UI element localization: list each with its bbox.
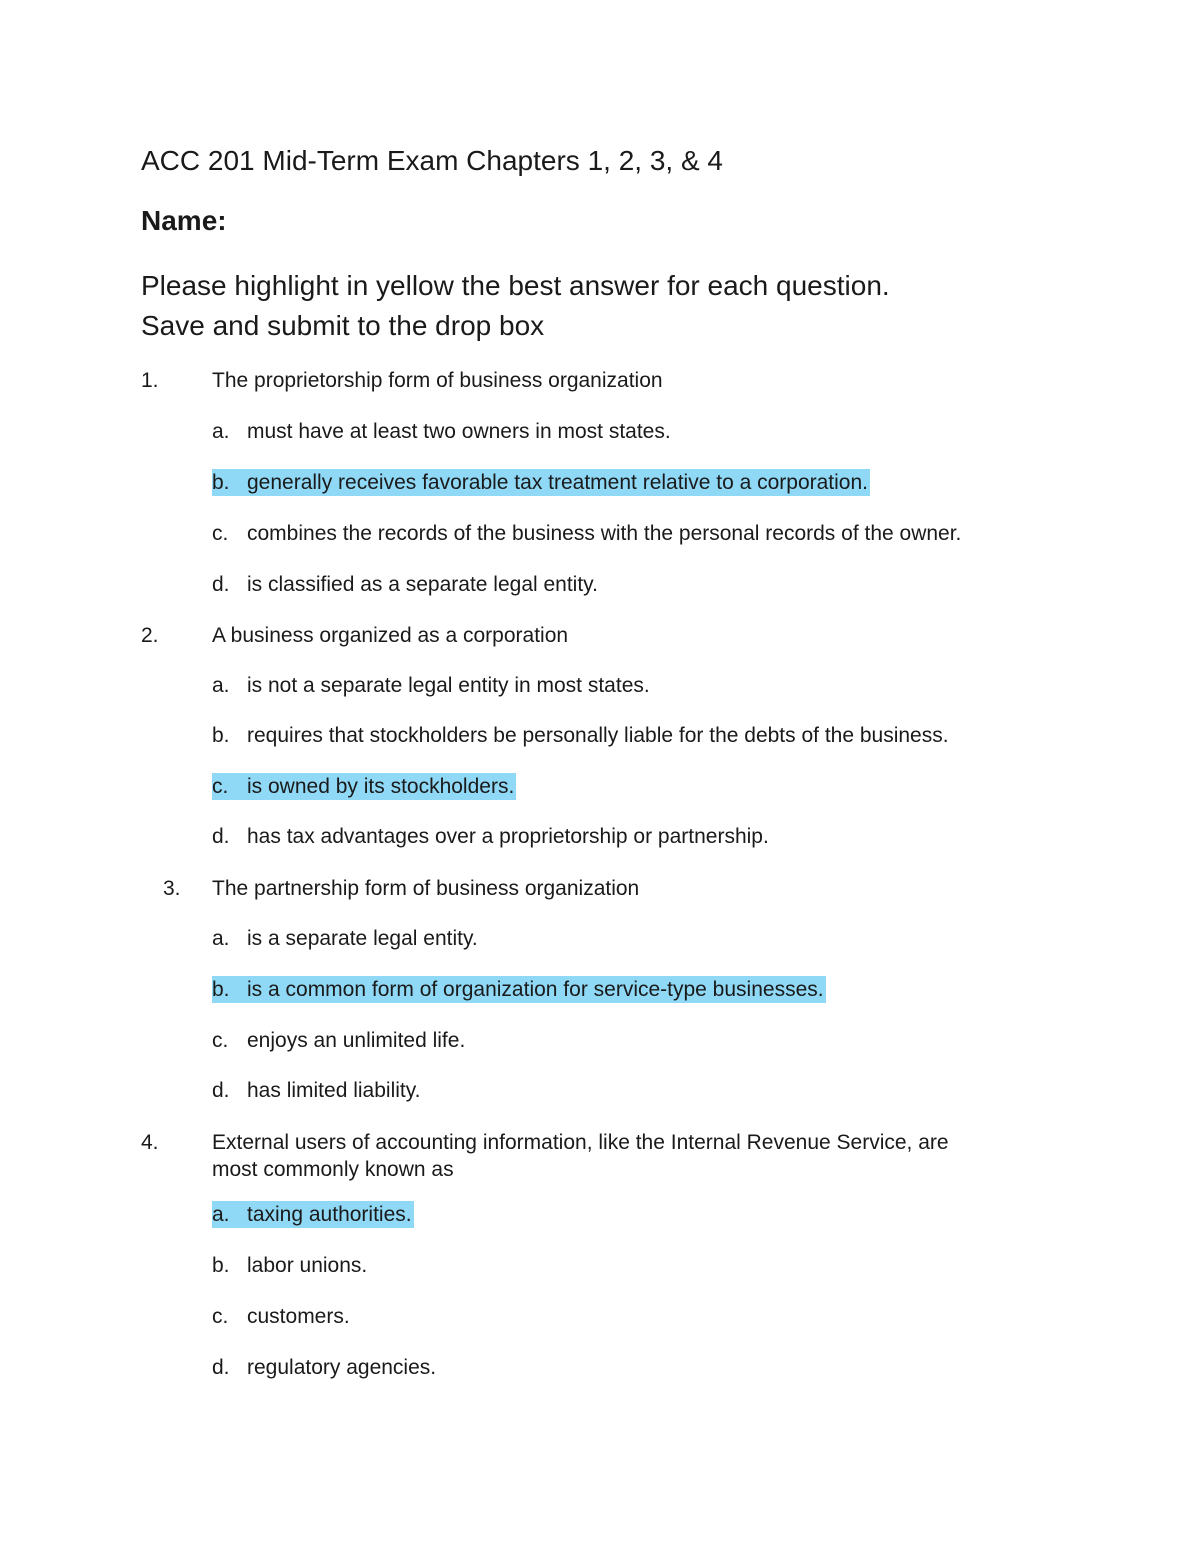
option-letter: a. (212, 1203, 230, 1226)
instruction-line-2: Save and submit to the drop box (141, 310, 545, 341)
option-letter: a. (212, 927, 230, 950)
option-text: is classified as a separate legal entity. (247, 573, 598, 596)
question-number: 2. (141, 624, 159, 647)
option-text: labor unions. (247, 1254, 368, 1277)
option-2c (212, 774, 516, 800)
option-letter: c. (212, 1029, 229, 1052)
option-text: requires that stockholders be personally liable for the debts of the business. (247, 724, 949, 747)
answer-highlight (212, 773, 516, 800)
option-2b (212, 723, 949, 749)
option-3c (212, 1028, 465, 1054)
option-letter: b. (212, 1254, 230, 1277)
instruction-line-1: Please highlight in yellow the best answer for each question. (141, 270, 890, 301)
question-number: 1. (141, 369, 159, 392)
option-4b (212, 1253, 367, 1279)
option-letter: b. (212, 724, 230, 747)
option-letter: d. (212, 825, 230, 848)
option-text: customers. (247, 1305, 350, 1328)
option-4a (212, 1202, 414, 1228)
option-text: generally receives favorable tax treatment relative to a corporation. (247, 471, 868, 494)
option-text: has limited liability. (247, 1079, 421, 1102)
page-title: ACC 201 Mid-Term Exam Chapters 1, 2, 3, & 4 (141, 145, 723, 176)
option-letter: b. (212, 471, 230, 494)
option-text: regulatory agencies. (247, 1356, 437, 1379)
name-label: Name: (141, 205, 227, 236)
option-letter: d. (212, 1079, 230, 1102)
option-letter: b. (212, 978, 230, 1001)
option-text: is a common form of organization for service-type businesses. (247, 978, 824, 1001)
answer-highlight (212, 1201, 414, 1228)
option-letter: d. (212, 1356, 230, 1379)
option-3a (212, 926, 478, 952)
option-letter: a. (212, 420, 230, 443)
question-text: The proprietorship form of business organization (212, 369, 663, 392)
question-text: The partnership form of business organization (212, 877, 640, 900)
question-text-line-2: most commonly known as (212, 1158, 454, 1181)
option-1a (212, 419, 671, 445)
option-1b (212, 470, 870, 496)
answer-highlight (212, 976, 826, 1003)
option-2a (212, 673, 650, 699)
option-text: is not a separate legal entity in most states. (247, 674, 650, 697)
question-number: 3. (163, 877, 181, 900)
option-1d (212, 572, 598, 598)
option-text: has tax advantages over a proprietorship or partnership. (247, 825, 769, 848)
question-text (212, 1129, 1072, 1183)
option-4d (212, 1355, 436, 1381)
option-text: taxing authorities. (247, 1203, 412, 1226)
option-text: is owned by its stockholders. (247, 775, 515, 798)
option-2d (212, 824, 769, 850)
option-letter: d. (212, 573, 230, 596)
option-text: is a separate legal entity. (247, 927, 478, 950)
option-text: combines the records of the business with the personal records of the owner. (247, 522, 962, 545)
option-3b (212, 977, 826, 1003)
option-letter: c. (212, 775, 229, 798)
question-number: 4. (141, 1131, 159, 1154)
option-4c (212, 1304, 350, 1330)
question-text: A business organized as a corporation (212, 624, 569, 647)
option-text: must have at least two owners in most states. (247, 420, 671, 443)
option-3d (212, 1078, 421, 1104)
instructions (141, 266, 890, 346)
answer-highlight (212, 469, 870, 496)
option-text: enjoys an unlimited life. (247, 1029, 466, 1052)
option-letter: a. (212, 674, 230, 697)
question-text-line-1: External users of accounting information, like the Internal Revenue Service, are (212, 1131, 949, 1154)
option-1c (212, 521, 961, 547)
option-letter: c. (212, 522, 229, 545)
option-letter: c. (212, 1305, 229, 1328)
